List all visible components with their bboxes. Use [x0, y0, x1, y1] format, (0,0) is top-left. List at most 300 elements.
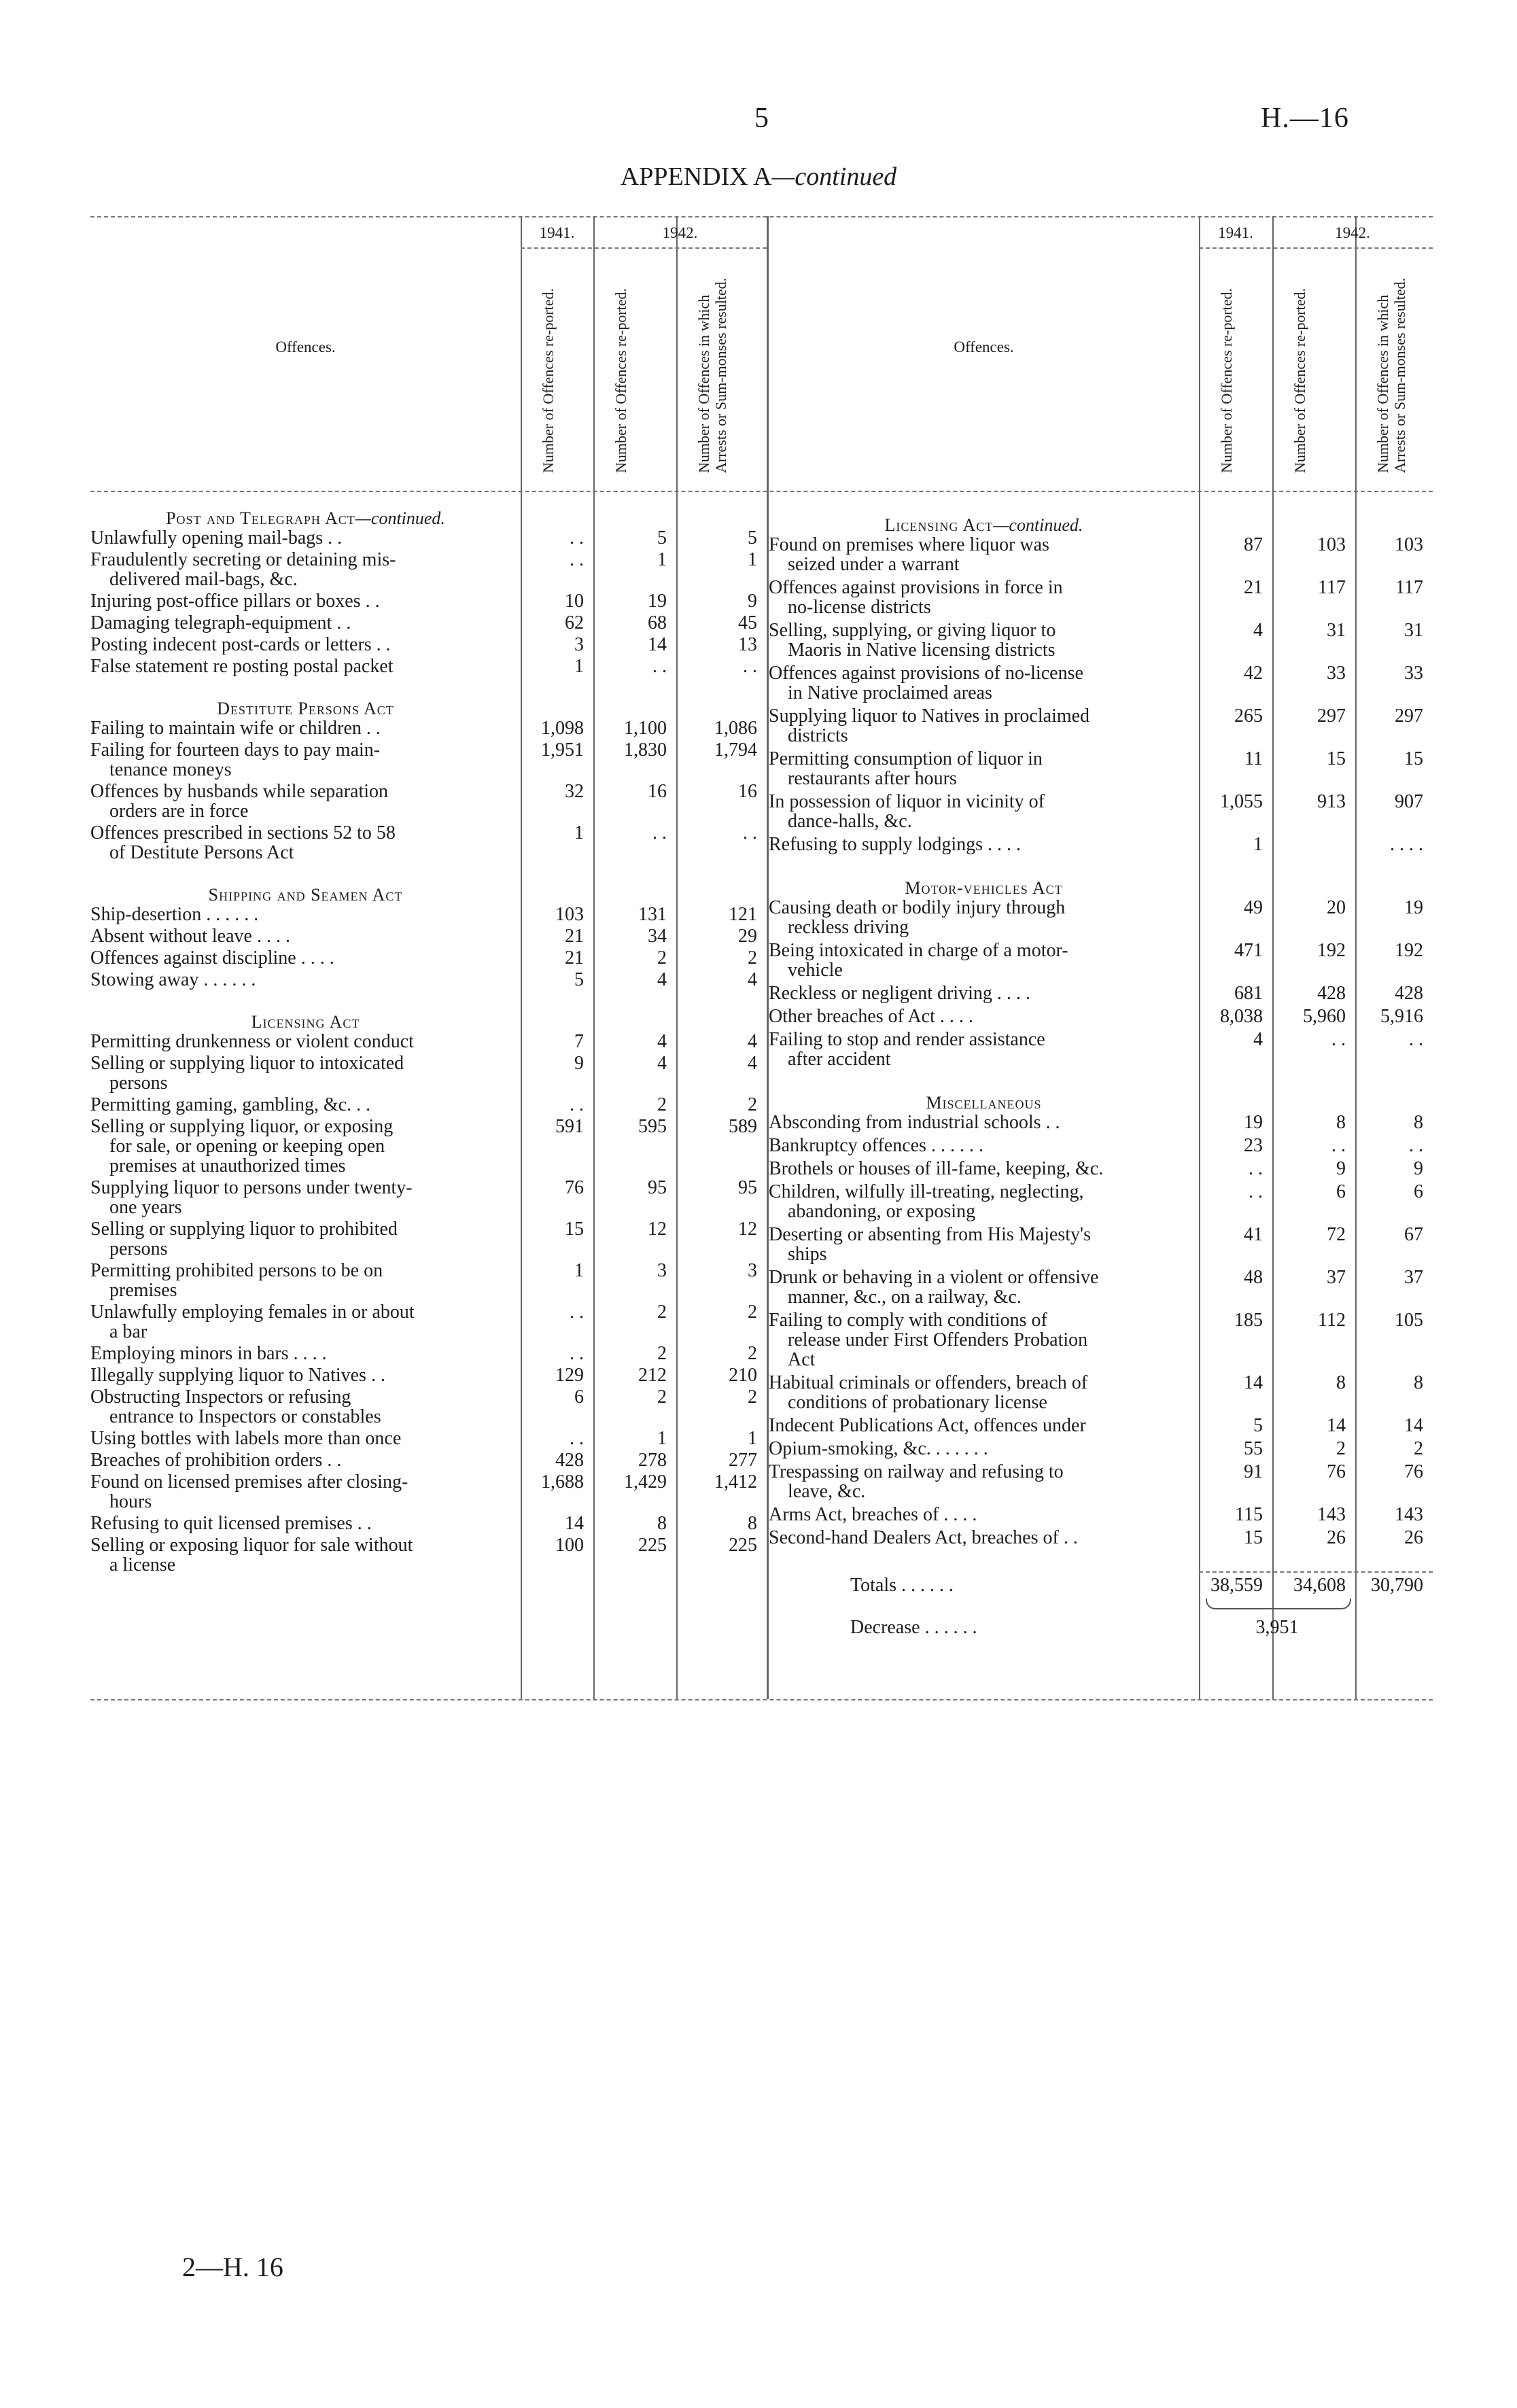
- offence-description: [90, 970, 517, 990]
- value-1941-reported: 15: [565, 1219, 584, 1240]
- value-1941-reported: 1,098: [541, 718, 584, 739]
- arrests-1942-header: Number of Offences in which Arrests or Sum-monses resulted.: [695, 277, 729, 473]
- offence-description: [769, 1528, 1195, 1548]
- value-1941-reported: 91: [1244, 1461, 1263, 1482]
- value-1941-reported: 21: [565, 926, 584, 947]
- offence-description: [90, 718, 517, 738]
- value-1942-reported: 117: [1318, 577, 1346, 598]
- offence-line: Failing to stop and render assistance: [769, 1029, 1045, 1050]
- offence-description: [769, 1505, 1195, 1524]
- value-1941-reported: 100: [555, 1535, 584, 1556]
- offence-line: reckless driving: [788, 917, 909, 938]
- offence-description: [90, 1344, 517, 1363]
- section-heading: [769, 878, 1199, 898]
- offence-line: Permitting prohibited persons to be on: [90, 1260, 383, 1281]
- value-1941-reported: 115: [1235, 1504, 1263, 1525]
- value-1941-reported: 129: [555, 1365, 584, 1386]
- offence-line: Selling, supplying, or giving liquor to: [769, 620, 1056, 641]
- value-1941-reported: 8,038: [1220, 1006, 1263, 1027]
- offence-line: Breaches of prohibition orders . .: [90, 1450, 342, 1471]
- offence-description: [90, 1387, 517, 1427]
- section-heading-text: Miscellaneous: [926, 1093, 1042, 1113]
- offences-column-header: Offences.: [954, 338, 1014, 355]
- offence-description: [90, 1429, 517, 1448]
- value-1942-reported: 595: [638, 1116, 667, 1137]
- offence-line: In possession of liquor in vicinity of: [769, 791, 1045, 812]
- offence-line: Permitting drunkenness or violent conduct: [90, 1031, 414, 1052]
- value-1942-arrests: 9: [1414, 1158, 1423, 1179]
- offence-line: Deserting or absenting from His Majesty's: [769, 1224, 1091, 1245]
- offence-line: for sale, or opening or keeping open: [109, 1136, 385, 1157]
- arrests-1942-header: Number of Offences in which Arrests or Sum-monses resulted.: [1374, 277, 1408, 473]
- decrease-label: Decrease . . . . . .: [850, 1617, 977, 1638]
- offence-line: Children, wilfully ill-treating, neglecting,: [769, 1181, 1084, 1202]
- offence-line: persons: [109, 1072, 168, 1094]
- offence-description: [769, 898, 1195, 937]
- value-1942-arrests: 1: [748, 549, 757, 570]
- value-1942-reported: 14: [1327, 1415, 1346, 1436]
- section-heading: [90, 508, 521, 529]
- value-1942-arrests: 4: [748, 969, 757, 990]
- appendix-title-suffix: —continued: [771, 162, 897, 191]
- offences-column-header: Offences.: [275, 338, 336, 355]
- decrease-value: 3,951: [1255, 1617, 1299, 1638]
- section-heading-text: Licensing Act: [884, 515, 994, 535]
- value-1941-reported: . .: [570, 549, 584, 570]
- offence-line: in Native proclaimed areas: [788, 682, 992, 703]
- offence-line: Being intoxicated in charge of a motor-: [769, 940, 1068, 961]
- value-1941-reported: 103: [555, 904, 584, 925]
- offence-description: [769, 983, 1195, 1003]
- offence-line: Offences by husbands while separation: [90, 781, 389, 802]
- value-1942-arrests: 117: [1395, 577, 1423, 598]
- value-1942-arrests: 105: [1395, 1310, 1423, 1331]
- offence-line: Habitual criminals or offenders, breach of: [769, 1372, 1088, 1393]
- value-1942-reported: 2: [1336, 1438, 1346, 1459]
- value-1942-reported: 8: [1336, 1372, 1346, 1393]
- value-1941-reported: 1,951: [541, 739, 584, 761]
- offence-description: [90, 613, 517, 633]
- value-1941-reported: 3: [574, 634, 584, 655]
- value-1942-arrests: 95: [738, 1177, 757, 1198]
- offence-line: Act: [788, 1349, 816, 1370]
- value-1942-arrests: 103: [1395, 534, 1423, 555]
- value-1942-reported: 131: [638, 904, 667, 925]
- offence-description: [769, 1439, 1195, 1459]
- value-1942-arrests: 4: [748, 1031, 757, 1052]
- value-1941-reported: 48: [1244, 1267, 1263, 1288]
- value-1941-reported: 265: [1234, 705, 1263, 727]
- value-1942-reported: 68: [648, 612, 667, 633]
- offence-line: Failing to maintain wife or children . .: [90, 718, 381, 739]
- reported-1941-header: Number of Offences re-ported.: [1218, 287, 1235, 473]
- value-1942-arrests: . .: [1409, 1135, 1423, 1156]
- offence-line: abandoning, or exposing: [788, 1201, 976, 1222]
- offence-line: orders are in force: [109, 801, 249, 822]
- value-1942-reported: 4: [657, 969, 667, 990]
- offence-line: one years: [109, 1197, 182, 1218]
- value-1942-arrests: 8: [748, 1513, 757, 1534]
- offence-line: districts: [788, 725, 848, 746]
- offence-line: Brothels or houses of ill-fame, keeping, &c.: [769, 1158, 1104, 1179]
- value-1941-reported: 14: [1244, 1372, 1263, 1393]
- offence-description: [90, 550, 517, 589]
- value-1942-arrests: 1,086: [714, 718, 757, 739]
- value-1941-reported: 6: [574, 1386, 584, 1408]
- offence-line: Drunk or behaving in a violent or offensive: [769, 1267, 1099, 1288]
- value-1941-reported: . .: [570, 1094, 584, 1115]
- value-1942-arrests: . .: [743, 822, 757, 843]
- value-1942-arrests: 19: [1404, 897, 1423, 918]
- value-1942-arrests: 76: [1404, 1461, 1423, 1482]
- value-1942-reported: 76: [1327, 1461, 1346, 1482]
- offence-line: Other breaches of Act . . . .: [769, 1006, 973, 1027]
- value-1941-reported: 21: [565, 947, 584, 969]
- value-1941-reported: 41: [1244, 1224, 1263, 1245]
- value-1942-reported: 26: [1327, 1527, 1346, 1548]
- offence-line: manner, &c., on a railway, &c.: [788, 1287, 1022, 1308]
- offence-line: Damaging telegraph-equipment . .: [90, 612, 351, 633]
- value-1942-reported: 14: [648, 634, 667, 655]
- value-1942-arrests: 8: [1414, 1372, 1423, 1393]
- offence-line: Second-hand Dealers Act, breaches of . .: [769, 1527, 1078, 1548]
- offence-description: [769, 1113, 1195, 1132]
- value-1942-reported: 112: [1318, 1310, 1346, 1331]
- offence-line: Opium-smoking, &c. . . . . . .: [769, 1438, 988, 1459]
- offence-description: [90, 782, 517, 821]
- offence-description: [769, 1136, 1195, 1155]
- table-bottom-rule: [90, 1699, 1433, 1700]
- value-1942-reported: 31: [1327, 620, 1346, 641]
- offence-description: [769, 1416, 1195, 1435]
- value-1942-arrests: 2: [748, 1386, 757, 1408]
- offence-line: Injuring post-office pillars or boxes . .: [90, 591, 380, 612]
- section-heading: [90, 1012, 521, 1032]
- offence-line: Employing minors in bars . . . .: [90, 1343, 327, 1364]
- offence-line: premises at unauthorized times: [109, 1155, 346, 1176]
- offence-description: [769, 1373, 1195, 1412]
- section-heading-text: Motor-vehicles Act: [905, 878, 1063, 898]
- reported-1941-header: Number of Offences re-ported.: [540, 287, 557, 473]
- offence-line: Unlawfully employing females in or about: [90, 1302, 415, 1323]
- value-1942-reported: 95: [648, 1177, 667, 1198]
- section-heading-suffix: —continued.: [993, 515, 1083, 535]
- value-1942-reported: 192: [1317, 940, 1346, 961]
- value-1942-arrests: 16: [738, 781, 757, 802]
- value-1942-arrests: 9: [748, 591, 757, 612]
- value-1941-reported: 11: [1244, 748, 1263, 769]
- offence-description: [90, 1178, 517, 1217]
- value-1942-arrests: 37: [1404, 1267, 1423, 1288]
- value-1942-reported: 6: [1336, 1181, 1346, 1202]
- offence-description: [90, 926, 517, 946]
- section-heading-text: Licensing Act: [251, 1012, 360, 1032]
- value-1942-reported: 2: [657, 1094, 667, 1115]
- value-1941-reported: . .: [570, 1302, 584, 1323]
- offence-line: restaurants after hours: [788, 768, 957, 789]
- value-1942-reported: 2: [657, 947, 667, 969]
- section-heading-text: Post and Telegraph Act: [166, 508, 355, 528]
- value-1942-reported: 12: [648, 1219, 667, 1240]
- offence-line: Using bottles with labels more than once: [90, 1428, 402, 1449]
- value-1942-arrests: 15: [1404, 748, 1423, 769]
- value-1942-arrests: 2: [748, 1343, 757, 1364]
- value-1942-reported: 913: [1317, 791, 1346, 812]
- value-1942-arrests: 5: [748, 527, 757, 548]
- value-1942-arrests: 1,794: [714, 739, 757, 761]
- offence-line: Offences against provisions of no-license: [769, 663, 1083, 684]
- value-1942-reported: . .: [652, 656, 667, 677]
- offence-description: [90, 905, 517, 924]
- offence-line: Permitting gaming, gambling, &c. . .: [90, 1094, 371, 1115]
- offence-line: a bar: [109, 1321, 147, 1342]
- offence-line: Offences prescribed in sections 52 to 58: [90, 822, 396, 843]
- value-1942-arrests: 210: [729, 1365, 757, 1386]
- reported-1942-header: Number of Offences re-ported.: [1291, 287, 1308, 473]
- value-1941-reported: . .: [1249, 1158, 1263, 1179]
- value-1941-reported: 681: [1234, 983, 1263, 1004]
- value-1942-arrests: 26: [1404, 1527, 1423, 1548]
- section-heading: [90, 699, 521, 719]
- value-1942-arrests: 589: [729, 1116, 757, 1137]
- value-1942-arrests: 5,916: [1380, 1006, 1423, 1027]
- offence-line: Absconding from industrial schools . .: [769, 1112, 1060, 1133]
- value-1942-reported: 212: [638, 1365, 667, 1386]
- offence-description: [90, 1219, 517, 1259]
- value-1942-reported: 143: [1317, 1504, 1346, 1525]
- value-1941-reported: 185: [1234, 1310, 1263, 1331]
- offence-line: delivered mail-bags, &c.: [109, 569, 298, 590]
- value-1942-reported: 2: [657, 1386, 667, 1408]
- value-1942-reported: 4: [657, 1053, 667, 1074]
- value-1941-reported: 5: [574, 969, 584, 990]
- value-1942-reported: . .: [1331, 1135, 1346, 1156]
- value-1942-reported: 225: [638, 1535, 667, 1556]
- value-1941-reported: 10: [565, 591, 584, 612]
- value-1941-reported: . .: [570, 1428, 584, 1449]
- value-1941-reported: 1,688: [541, 1471, 584, 1493]
- value-1941-reported: 32: [565, 781, 584, 802]
- value-1942-arrests: 31: [1404, 620, 1423, 641]
- offence-line: Selling or exposing liquor for sale without: [90, 1535, 413, 1556]
- value-1942-reported: 20: [1327, 897, 1346, 918]
- value-1942-arrests: 1: [748, 1428, 757, 1449]
- value-1941-reported: 15: [1244, 1527, 1263, 1548]
- value-1942-reported: 16: [648, 781, 667, 802]
- offence-line: Fraudulently secreting or detaining mis-: [90, 549, 396, 570]
- year-header-rule: [1199, 247, 1433, 249]
- offence-line: Found on licensed premises after closing-: [90, 1471, 408, 1493]
- offence-line: Refusing to supply lodgings . . . .: [769, 834, 1022, 855]
- value-1942-arrests: 14: [1404, 1415, 1423, 1436]
- year-1941-header: 1941.: [539, 224, 575, 241]
- value-1942-arrests: 2: [748, 1094, 757, 1115]
- offence-line: Offences against provisions in force in: [769, 577, 1063, 598]
- value-1941-reported: 471: [1234, 940, 1263, 961]
- value-1942-reported: 4: [657, 1031, 667, 1052]
- offence-line: Obstructing Inspectors or refusing: [90, 1386, 351, 1408]
- year-1941-header: 1941.: [1218, 224, 1253, 241]
- offence-description: [90, 1450, 517, 1470]
- value-1941-reported: 591: [555, 1116, 584, 1137]
- offence-line: Supplying liquor to Natives in proclaimed: [769, 705, 1090, 727]
- offence-line: no-license districts: [788, 597, 931, 618]
- offence-description: [769, 621, 1195, 660]
- value-1941-reported: 1,055: [1220, 791, 1263, 812]
- value-1942-arrests: 67: [1404, 1224, 1423, 1245]
- offence-description: [769, 1159, 1195, 1179]
- value-1941-reported: 87: [1244, 534, 1263, 555]
- value-1941-reported: 1: [574, 822, 584, 843]
- total-1942-reported: 34,608: [1293, 1575, 1346, 1596]
- value-1941-reported: 55: [1244, 1438, 1263, 1459]
- offence-description: [90, 657, 517, 676]
- right-panel: [769, 216, 1433, 1699]
- offence-line: Illegally supplying liquor to Natives . .: [90, 1365, 385, 1386]
- value-1942-reported: 1,429: [624, 1471, 667, 1493]
- value-1942-arrests: 1,412: [714, 1471, 757, 1493]
- value-1941-reported: 62: [565, 612, 584, 633]
- value-1942-arrests: 907: [1395, 791, 1423, 812]
- offence-line: entrance to Inspectors or constables: [109, 1406, 381, 1427]
- section-heading-text: Destitute Persons Act: [217, 699, 394, 718]
- value-1941-reported: 9: [574, 1053, 584, 1074]
- value-1942-reported: 1,100: [624, 718, 667, 739]
- value-1942-arrests: 6: [1414, 1181, 1423, 1202]
- offence-description: [769, 1268, 1195, 1307]
- offence-line: Supplying liquor to persons under twenty-: [90, 1177, 413, 1198]
- value-1942-reported: 8: [1336, 1112, 1346, 1133]
- left-panel: [90, 216, 767, 1699]
- decrease-brace: [1206, 1599, 1351, 1609]
- value-1942-reported: 72: [1327, 1224, 1346, 1245]
- value-1941-reported: . .: [570, 1343, 584, 1364]
- offence-description: [769, 1030, 1195, 1069]
- value-1942-reported: 34: [648, 926, 667, 947]
- value-1941-reported: 14: [565, 1513, 584, 1534]
- offence-line: of Destitute Persons Act: [109, 842, 294, 863]
- offence-line: Selling or supplying liquor, or exposing: [90, 1116, 394, 1137]
- offence-line: Failing to comply with conditions of: [769, 1310, 1047, 1331]
- value-1942-reported: 33: [1327, 663, 1346, 684]
- value-1942-arrests: 2: [1414, 1438, 1423, 1459]
- value-1942-arrests: . .: [743, 656, 757, 677]
- offence-description: [769, 663, 1195, 703]
- offence-line: Ship-desertion . . . . . .: [90, 904, 259, 925]
- offence-description: [90, 823, 517, 862]
- value-1941-reported: . .: [570, 527, 584, 548]
- value-1942-arrests: 297: [1395, 705, 1423, 727]
- value-1942-reported: 1: [657, 1428, 667, 1449]
- appendix-title-main: APPENDIX A: [620, 162, 772, 191]
- value-1941-reported: 428: [555, 1450, 584, 1471]
- value-1942-reported: 1,830: [624, 739, 667, 761]
- offence-description: [769, 1462, 1195, 1501]
- value-1942-reported: 9: [1336, 1158, 1346, 1179]
- offence-line: leave, &c.: [788, 1481, 866, 1502]
- offence-description: [769, 941, 1195, 980]
- offence-description: [90, 1095, 517, 1115]
- offence-line: Reckless or negligent driving . . . .: [769, 983, 1030, 1004]
- offence-description: [90, 1053, 517, 1093]
- value-1941-reported: 42: [1244, 663, 1263, 684]
- value-1942-arrests: 4: [748, 1053, 757, 1074]
- value-1942-reported: 2: [657, 1343, 667, 1364]
- value-1942-arrests: 13: [738, 634, 757, 655]
- offence-description: [90, 1514, 517, 1533]
- value-1942-reported: 15: [1327, 748, 1346, 769]
- value-1942-reported: . .: [652, 822, 667, 843]
- value-1942-reported: 297: [1317, 705, 1346, 727]
- offence-line: after accident: [788, 1049, 891, 1070]
- value-1941-reported: 49: [1244, 897, 1263, 918]
- offence-line: Absent without leave . . . .: [90, 926, 290, 947]
- section-heading-suffix: —continued.: [355, 508, 445, 528]
- offence-description: [90, 1302, 517, 1342]
- offence-line: tenance moneys: [109, 759, 232, 780]
- value-1942-reported: . .: [1331, 1029, 1346, 1050]
- reported-1942-header: Number of Offences re-ported.: [612, 287, 629, 473]
- value-1941-reported: 21: [1244, 577, 1263, 598]
- offence-line: seized under a warrant: [788, 554, 960, 575]
- offence-line: Failing for fourteen days to pay main-: [90, 739, 381, 761]
- value-1942-reported: 5,960: [1303, 1006, 1346, 1027]
- total-1941: 38,559: [1210, 1575, 1263, 1596]
- value-1941-reported: 4: [1253, 620, 1263, 641]
- offence-line: Permitting consumption of liquor in: [769, 748, 1043, 769]
- value-1942-reported: 5: [657, 527, 667, 548]
- section-heading: [90, 885, 521, 905]
- offence-description: [90, 1261, 517, 1300]
- offence-description: [769, 792, 1195, 831]
- appendix-title: [0, 162, 1517, 192]
- year-header-rule: [521, 247, 767, 249]
- value-1941-reported: 1: [574, 656, 584, 677]
- value-1942-reported: 3: [657, 1260, 667, 1281]
- value-1942-arrests: 143: [1395, 1504, 1423, 1525]
- offence-description: [769, 749, 1195, 788]
- offence-line: Posting indecent post-cards or letters . .: [90, 634, 391, 655]
- year-1942-header: 1942.: [662, 224, 698, 241]
- offence-line: Bankruptcy offences . . . . . .: [769, 1135, 983, 1156]
- offence-description: [90, 591, 517, 611]
- value-1942-arrests: . .: [1409, 1029, 1423, 1050]
- section-heading: [769, 515, 1199, 536]
- offence-line: Offences against discipline . . . .: [90, 947, 334, 969]
- total-1942-arrests: 30,790: [1371, 1575, 1423, 1596]
- offence-description: [90, 1472, 517, 1512]
- section-heading: [769, 1093, 1199, 1113]
- offence-description: [90, 1535, 517, 1575]
- value-1942-arrests: 225: [729, 1535, 757, 1556]
- value-1941-reported: 4: [1253, 1029, 1263, 1050]
- offence-line: Refusing to quit licensed premises . .: [90, 1513, 372, 1534]
- offence-line: premises: [109, 1280, 177, 1301]
- value-1941-reported: . .: [1249, 1181, 1263, 1202]
- value-1942-arrests: 33: [1404, 663, 1423, 684]
- offence-line: Causing death or bodily injury through: [769, 897, 1066, 918]
- value-1941-reported: 76: [565, 1177, 584, 1198]
- offence-line: hours: [109, 1491, 152, 1512]
- value-1942-arrests: 29: [738, 926, 757, 947]
- offence-description: [769, 535, 1195, 574]
- offence-line: Unlawfully opening mail-bags . .: [90, 527, 343, 548]
- value-1942-reported: 2: [657, 1302, 667, 1323]
- value-1941-reported: 1: [574, 1260, 584, 1281]
- value-1942-arrests: 192: [1395, 940, 1423, 961]
- offence-line: persons: [109, 1238, 168, 1259]
- value-1942-reported: 8: [657, 1513, 667, 1534]
